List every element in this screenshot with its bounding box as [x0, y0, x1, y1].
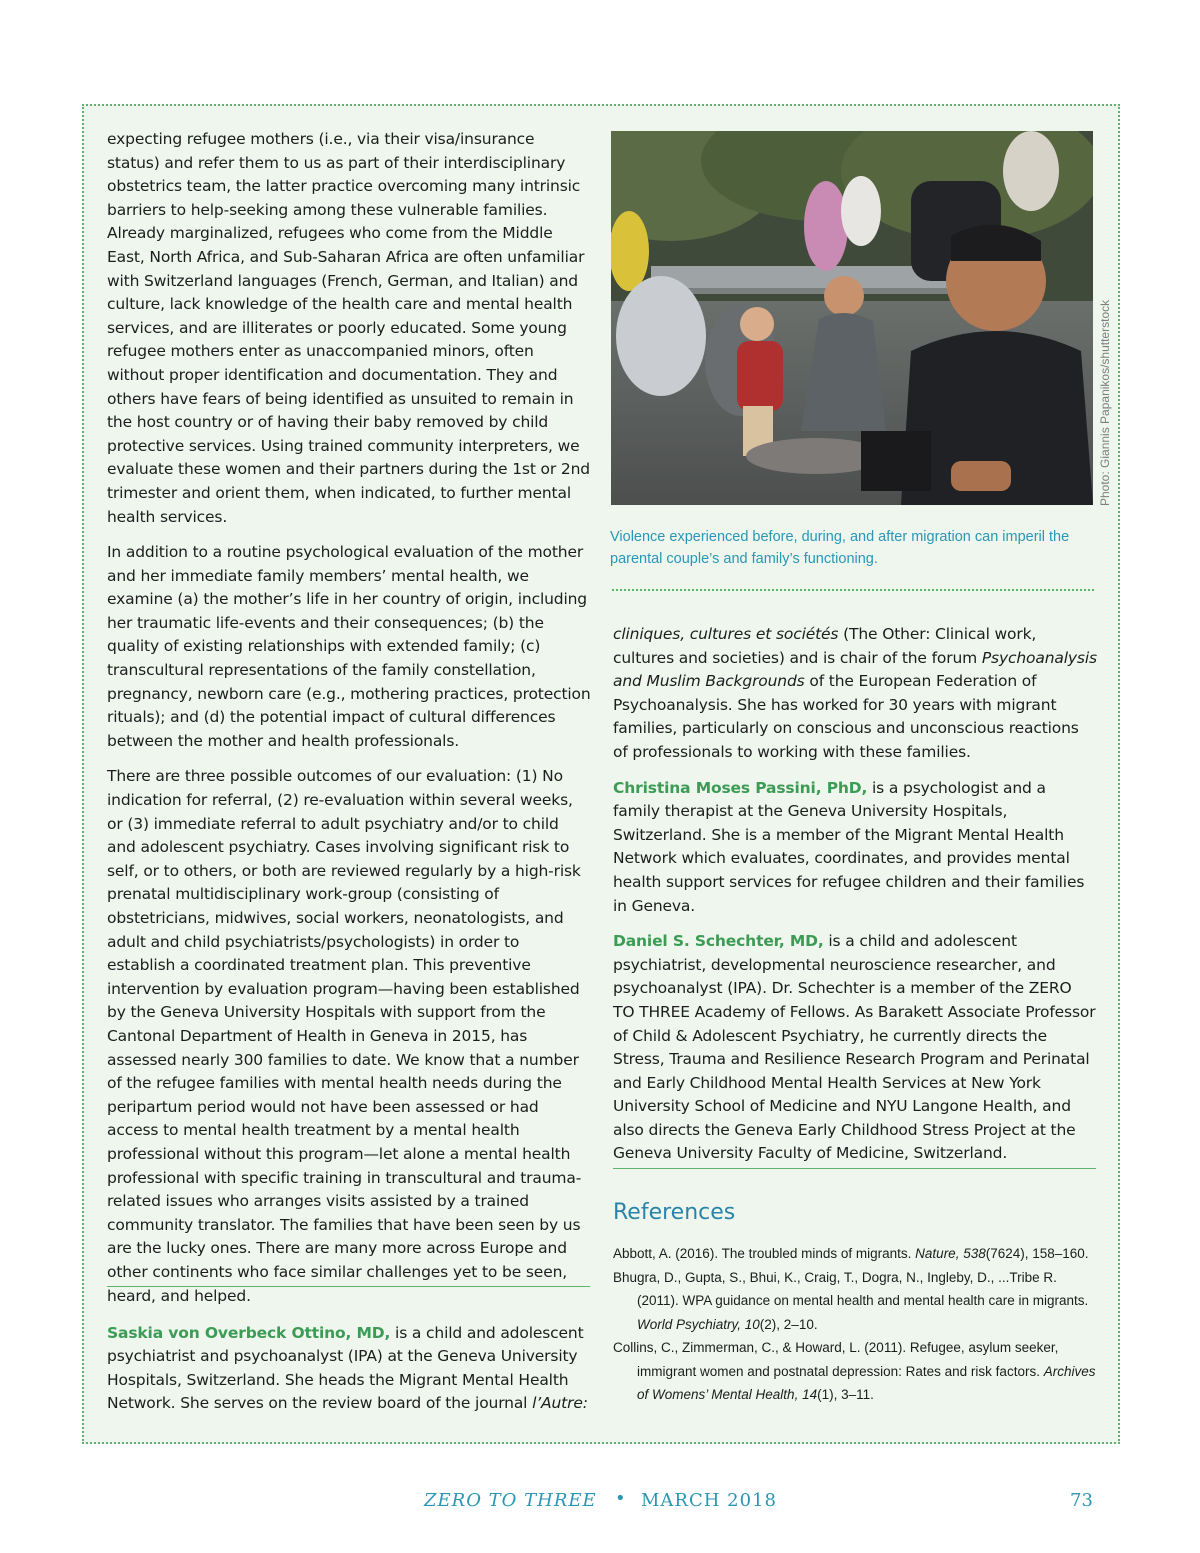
bio-divider-left: [107, 1286, 590, 1287]
reference-text: Collins, C., Zimmerman, C., & Howard, L. (2011). Refugee, asylum seeker, immigrant women and postnatal depression: Rates and risk factors.: [613, 1340, 1059, 1379]
references-heading: References: [613, 1200, 736, 1225]
forum-title: Psychoanalysis and Muslim Backgrounds: [613, 648, 1097, 691]
right-column: [613, 623, 1097, 1178]
author-name-daniel: Daniel S. Schechter, MD,: [613, 932, 824, 951]
reference-item: [613, 1336, 1097, 1407]
bio-text-daniel: is a child and adolescent psychiatrist, developmental neuroscience researcher, and psychoanalyst (IPA). Dr. Schechter is a member of the ZERO TO THREE Academy of Fellows. As Barakett Associate Professor of Child & Adolescent Psychiatry, he currently directs the Stress, Trauma and Resilience Research Program and Perinatal and Early Childhood Mental Health Services at New York University School of Medicine and NYU Langone Health, and also directs the Geneva Early Childhood Stress Project at the Geneva University Faculty of Medicine, Switzerland.: [613, 932, 1096, 1163]
caption-divider: [612, 589, 1094, 591]
reference-item: [613, 1242, 1097, 1266]
paragraph-2: In addition to a routine psychological evaluation of the mother and her immediate family members’ mental health, we examine (a) the mother’s life in her country of origin, including her traumatic life-events and their consequences; (b) the quality of existing relationships with extended family; (c) transcultural representations of the family constellation, pregnancy, newborn care (e.g., mothering practices, protection rituals); and (d) the potential impact of cultural differences between the mother and health professionals.: [107, 543, 591, 750]
photo-credit: Photo: Giannis Papanikos/shutterstock: [1098, 299, 1112, 506]
bio-text-cont-2: of the European Federation of Psychoanalysis. She has worked for 30 years with migrant families, particularly on conscious and unconscious reactions of professionals to working with these families.: [613, 672, 1079, 761]
bio-text-cont-1: (The Other: Clinical work, cultures and societies) and is chair of the forum: [613, 625, 1037, 667]
reference-text: Abbott, A. (2016). The troubled minds of migrants.: [613, 1246, 916, 1261]
reference-source: Archives of Womens’ Mental Health, 14: [637, 1363, 1096, 1402]
reference-source: Nature, 538: [915, 1246, 986, 1261]
references-divider: [613, 1168, 1096, 1169]
footer-separator: •: [615, 1488, 626, 1509]
reference-pages: (2), 2–10.: [759, 1316, 818, 1332]
author-name-saskia: Saskia von Overbeck Ottino, MD,: [107, 1323, 391, 1342]
page-number: 73: [1070, 1490, 1093, 1511]
bio-saskia: [107, 1306, 591, 1431]
footer-date: MARCH 2018: [641, 1490, 777, 1511]
reference-source: World Psychiatry, 10: [637, 1316, 760, 1332]
paragraph-3: There are three possible outcomes of our evaluation: (1) No indication for referral, (2) re-evaluation within several weeks, or (3) immediate referral to adult psychiatry and/or to child and adolescent psychiatry. Cases involving significant risk to self, or to others, or both are reviewed regularly by a high-risk prenatal multidisciplinary work-group (consisting of obstetricians, midwives, social workers, neonatologists, and adult and child psychiatrists/psychologists) in order to establish a coordinated treatment plan. This preventive intervention by evaluation program—having been established by the Geneva University Hospitals with support from the Cantonal Department of Health in Geneva in 2015, has assessed nearly 300 families to date. We know that a number of the refugee families with mental health needs during the peripartum period would not have been assessed or had access to mental health treatment by a mental health professional without this program—let alone a mental health professional with specific training in transcultural and trauma-related issues who arranges visits assisted by a trained community translator. The families that have been seen by us are the lucky ones. There are many more across Europe and other continents who face similar challenges yet to be seen, heard, and helped.: [107, 767, 582, 1305]
author-name-christina: Christina Moses Passini, PhD,: [613, 778, 868, 797]
photo-caption: Violence experienced before, during, and after migration can imperil the parental couple’s and family’s functioning.: [610, 529, 1070, 567]
bio-christina: [613, 777, 1097, 919]
journal-title-end: cliniques, cultures et sociétés: [613, 625, 839, 643]
reference-text: Bhugra, D., Gupta, S., Bhui, K., Craig, T., Dogra, N., Ingleby, D., ...Tribe R. (2011). WPA guidance on mental health and mental health care in migrants.: [613, 1269, 1089, 1308]
journal-title-start: l’Autre:: [532, 1394, 588, 1413]
left-column: [107, 128, 591, 1320]
bio-daniel: [613, 930, 1097, 1166]
bio-saskia-continued: [613, 623, 1097, 765]
reference-pages: (7624), 158–160.: [985, 1246, 1089, 1261]
references-list: [613, 1242, 1097, 1407]
reference-item: [613, 1266, 1097, 1337]
bio-text-saskia: is a child and adolescent psychiatrist and psychoanalyst (IPA) at the Geneva University Hospitals, Switzerland. She heads the Migrant Mental Health Network. She serves on the review board of the journal: [107, 1323, 584, 1413]
paragraph-1: expecting refugee mothers (i.e., via their visa/insurance status) and refer them to us as part of their interdisciplinary obstetrics team, the latter practice overcoming many intrinsic barriers to help-seeking among these vulnerable families. Already marginalized, refugees who come from the Middle East, North Africa, and Sub-Saharan Africa are often unfamiliar with Switzerland languages (French, German, and Italian) and culture, lack knowledge of the health care and mental health services, and are illiterates or poorly educated. Some young refugee mothers enter as unaccompanied minors, often without proper identification and documentation. They and others have fears of being identified as unsuited to remain in the host country or of having their baby removed by child protective services. Using trained community interpreters, we evaluate these women and their partners during the 1st or 2nd trimester and orient them, when indicated, to further mental health services.: [107, 130, 590, 526]
photo-illustration: [611, 131, 1093, 505]
bio-text-christina: is a psychologist and a family therapist at the Geneva University Hospitals, Switzerland. She is a member of the Migrant Mental Health Network which evaluates, coordinates, and provides mental health support services for refugee children and their families in Geneva.: [613, 778, 1085, 915]
refugee-family-photo: [611, 131, 1093, 505]
footer-publication: ZERO TO THREE: [424, 1490, 597, 1511]
reference-pages: (1), 3–11.: [817, 1387, 874, 1402]
